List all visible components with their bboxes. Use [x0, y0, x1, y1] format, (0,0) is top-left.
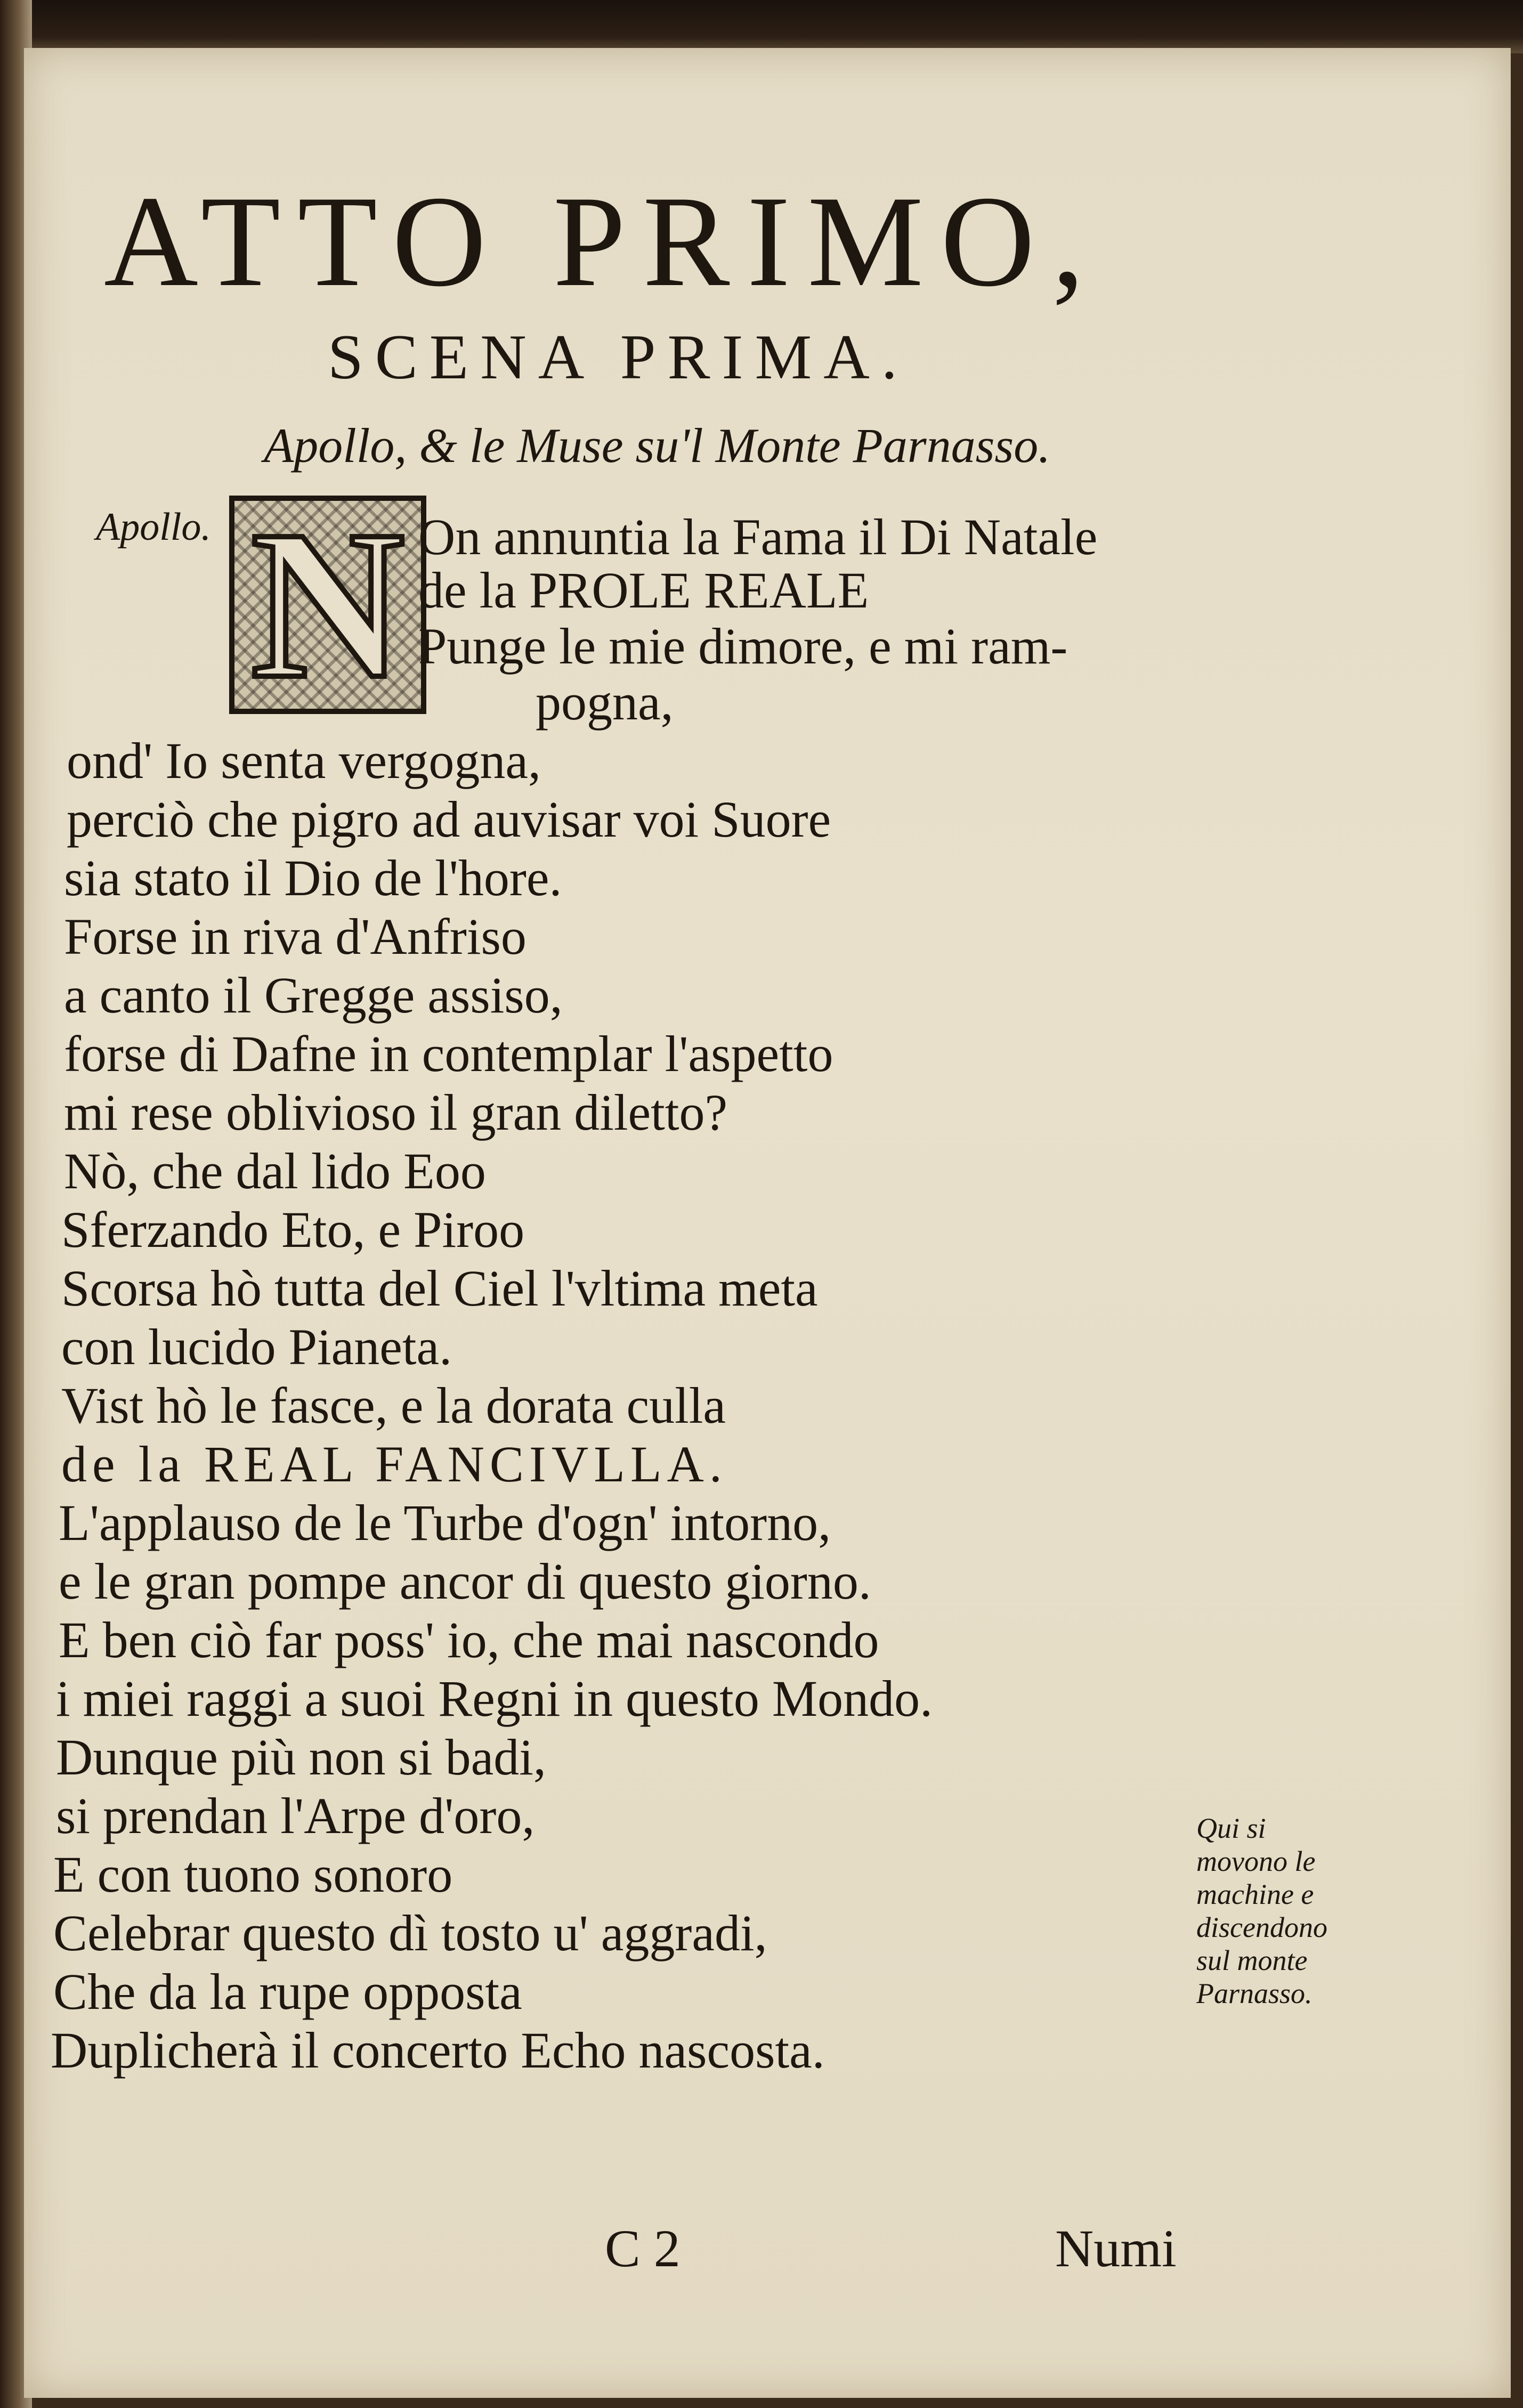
- verse-line: Che da la rupe opposta: [53, 1963, 522, 2020]
- speaker-name: Apollo.: [96, 505, 211, 549]
- act-title: ATTO PRIMO,: [104, 169, 1102, 313]
- verse-line: Nò, che dal lido Eoo: [64, 1142, 486, 1199]
- verse-line: E ben ciò far poss' io, che mai nascondo: [59, 1611, 879, 1668]
- decorated-initial-letter: N: [250, 487, 405, 723]
- scene-title: SCENA PRIMA.: [328, 321, 909, 392]
- verse-line: Sferzando Eto, e Piroo: [61, 1201, 525, 1258]
- verse-line: forse di Dafne in contemplar l'aspetto: [64, 1025, 833, 1082]
- verse-line: Vist hò le fasce, e la dorata culla: [61, 1377, 726, 1434]
- verse-line: sia stato il Dio de l'hore.: [64, 849, 562, 906]
- verse-line: E con tuono sonoro: [53, 1846, 453, 1903]
- verse-line: Celebrar questo dì tosto u' aggradi,: [53, 1904, 767, 1961]
- verse-line: Punge le mie dimore, e mi ram-: [418, 618, 1068, 675]
- verse-line: de la PROLE REALE: [418, 562, 869, 619]
- verse-line: Dunque più non si badi,: [56, 1729, 546, 1786]
- page-top-edge: [0, 0, 1523, 53]
- verse-line: si prendan l'Arpe d'oro,: [56, 1787, 535, 1844]
- verse-line: i miei raggi a suoi Regni in questo Mondo.: [56, 1670, 933, 1727]
- book-page: [24, 48, 1511, 2398]
- verse-line: pogna,: [536, 674, 674, 731]
- verse-line: de la REAL FANCIVLLA.: [61, 1436, 727, 1493]
- verse-line: con lucido Pianeta.: [61, 1318, 452, 1375]
- verse-line: ond' Io senta vergogna,: [67, 732, 541, 789]
- decorated-initial: [229, 487, 426, 723]
- verse-line: On annuntia la Fama il Di Natale: [418, 508, 1098, 565]
- signature-mark: C 2: [605, 2219, 681, 2278]
- verse-line: L'applauso de le Turbe d'ogn' intorno,: [59, 1494, 831, 1551]
- verse-line: Duplicherà il concerto Echo nascosta.: [51, 2022, 825, 2079]
- verse-line: mi rese oblivioso il gran diletto?: [64, 1084, 728, 1141]
- verse-line: a canto il Gregge assiso,: [64, 967, 563, 1024]
- scene-characters: Apollo, & le Muse su'l Monte Parnasso.: [264, 418, 1051, 473]
- verse-line: e le gran pompe ancor di questo giorno.: [59, 1553, 871, 1610]
- catchword: Numi: [1055, 2219, 1177, 2278]
- verse-line: perciò che pigro ad auvisar voi Suore: [67, 791, 831, 848]
- verse-line: Scorsa hò tutta del Ciel l'vltima meta: [61, 1260, 818, 1317]
- marginal-stage-direction: Qui si movono le machine e discendono sul monte Parnasso.: [1196, 1812, 1327, 2009]
- verse-line: Forse in riva d'Anfriso: [64, 908, 526, 965]
